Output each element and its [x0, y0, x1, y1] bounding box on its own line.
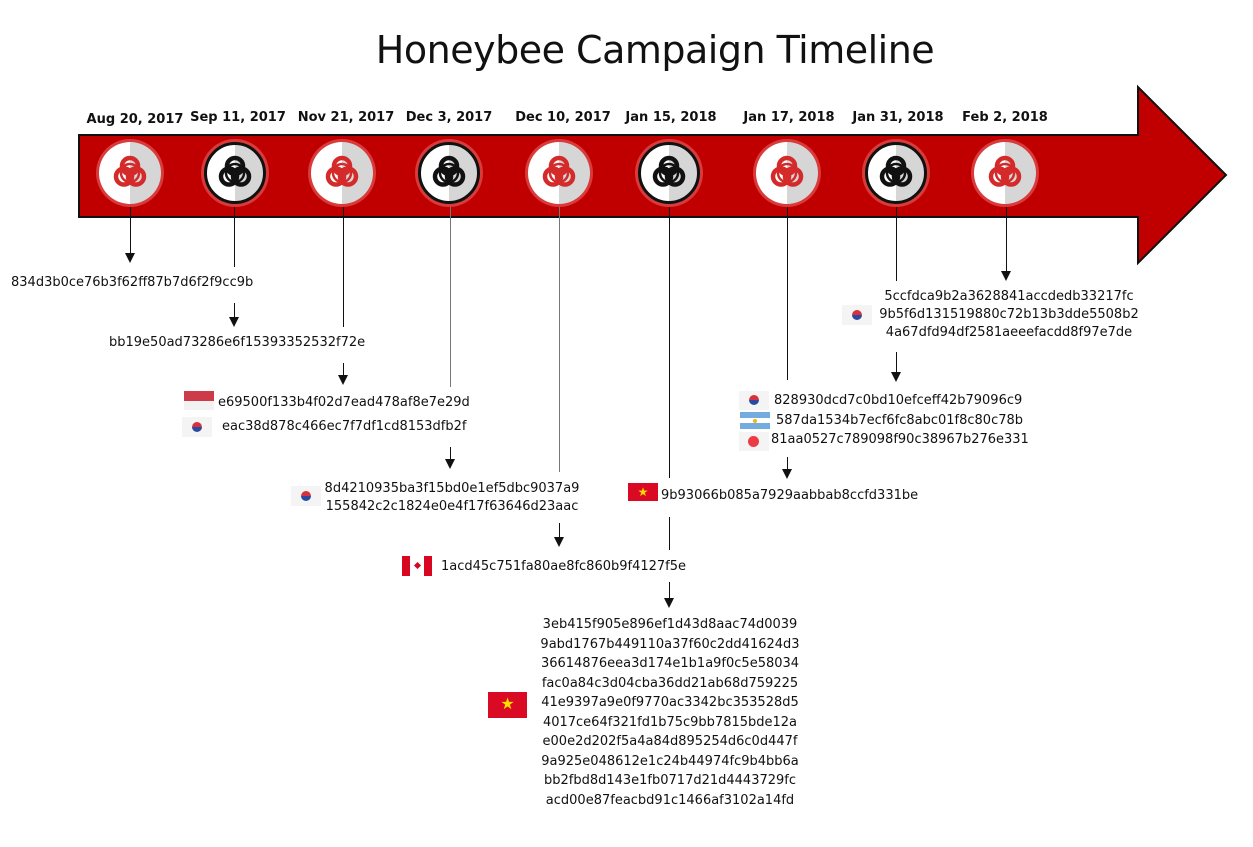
biohazard-red-icon — [971, 139, 1039, 207]
arrowhead-icon — [338, 375, 348, 385]
hash-jan15-block — [534, 615, 806, 810]
hash-dec3-1: 8d4210935ba3f15bd0e1ef5dbc9037a9 — [324, 481, 580, 496]
connector-line — [669, 517, 670, 550]
vietnam-flag-icon: ★ — [628, 483, 658, 501]
hash-jan15-2: 9abd1767b449110a37f60c2dd41624d3 — [540, 636, 800, 652]
connector-line — [669, 582, 670, 598]
hash-jan31-2: 587da1534b7ecf6fc8abc01f8c80c78b — [776, 413, 1024, 428]
biohazard-black-icon — [635, 139, 703, 207]
connector-line — [343, 207, 344, 327]
connector-line — [896, 352, 897, 372]
connector-line — [787, 457, 788, 469]
hash-nov21-1: e69500f133b4f02d7ead478af8e7e29d — [218, 395, 470, 410]
event-date-sep11: Sep 11, 2017 — [190, 110, 286, 125]
biohazard-red-icon — [753, 139, 821, 207]
connector-line — [234, 303, 235, 317]
hash-dec3-2: 155842c2c1824e0e4f17f63646d23aac — [325, 499, 579, 514]
connector-line — [450, 447, 451, 459]
hash-jan15-8: 9a925e048612e1c24b44974fc9b4bb6a — [541, 753, 799, 769]
arrowhead-icon — [445, 459, 455, 469]
event-date-dec3: Dec 3, 2017 — [405, 110, 493, 125]
arrowhead-icon — [229, 317, 239, 327]
canada-flag-icon — [402, 556, 432, 576]
hash-jan15-7: e00e2d202f5a4a84d895254d6c0d447f — [542, 734, 798, 749]
hash-feb2-2: 9b5f6d131519880c72b13b3dde5508b2 — [879, 307, 1139, 322]
hash-jan15-4: fac0a84c3d04cba36dd21ab68d759225 — [541, 675, 799, 691]
hash-dec10: 1acd45c751fa80ae8fc860b9f4127f5e — [441, 559, 687, 574]
hash-jan15-10: acd00e87feacbd91c1466af3102a14fd — [545, 792, 795, 808]
connector-line — [343, 363, 344, 375]
south-korea-flag-icon — [842, 305, 872, 325]
hash-aug20: 834d3b0ce76b3f62ff87b7d6f2f9cc9b — [11, 275, 254, 290]
hash-feb2-1: 5ccfdca9b2a3628841accdedb33217fc — [884, 289, 1134, 304]
hash-jan31-3: 81aa0527c789098f90c38967b276e331 — [771, 432, 1029, 447]
arrowhead-icon — [782, 469, 792, 479]
vietnam-flag-icon: ★ — [488, 692, 527, 718]
connector-line — [669, 207, 670, 478]
connector-line — [559, 523, 560, 537]
hash-jan15-3: 36614876eea3d174e1b1a9f0c5e58034 — [540, 656, 800, 671]
japan-flag-icon — [739, 432, 769, 451]
hash-dec3-block — [323, 480, 581, 516]
biohazard-red-icon — [308, 139, 376, 207]
hash-feb2-block — [877, 288, 1141, 342]
indonesia-flag-icon — [184, 391, 214, 410]
south-korea-flag-icon — [739, 391, 769, 410]
event-date-dec10: Dec 10, 2017 — [515, 110, 611, 125]
south-korea-flag-icon — [182, 417, 212, 437]
biohazard-black-icon — [415, 139, 483, 207]
arrowhead-icon — [1001, 271, 1011, 281]
connector-line — [787, 207, 788, 380]
connector-line — [1006, 207, 1007, 271]
arrowhead-icon — [125, 253, 135, 263]
hash-jan15-9: bb2fbd8d143e1fb0717d21d4443729fc — [543, 773, 797, 788]
hash-jan15-1: 3eb415f905e896ef1d43d8aac74d0039 — [542, 617, 798, 632]
connector-line — [896, 207, 897, 281]
event-date-aug20: Aug 20, 2017 — [86, 112, 184, 127]
hash-jan17-vietnam: 9b93066b085a7929aabbab8ccfd331be — [661, 488, 919, 503]
hash-nov21-2: eac38d878c466ec7f7df1cd8153dfb2f — [222, 419, 467, 434]
arrowhead-icon — [664, 598, 674, 608]
hash-jan31-1: 828930dcd7c0bd10efceff42b79096c9 — [774, 393, 1023, 408]
argentina-flag-icon — [740, 412, 770, 429]
hash-sep11: bb19e50ad73286e6f15393352532f72e — [109, 335, 366, 350]
connector-line — [234, 207, 235, 267]
biohazard-red-icon — [96, 139, 164, 207]
event-date-jan17: Jan 17, 2018 — [743, 110, 835, 125]
connector-line — [130, 207, 131, 253]
event-date-jan15: Jan 15, 2018 — [625, 110, 717, 125]
arrowhead-icon — [891, 372, 901, 382]
event-date-nov21: Nov 21, 2017 — [297, 110, 395, 125]
biohazard-red-icon — [525, 139, 593, 207]
event-date-feb2: Feb 2, 2018 — [962, 110, 1048, 125]
south-korea-flag-icon — [291, 486, 321, 506]
connector-line — [450, 207, 451, 387]
connector-line — [559, 207, 560, 472]
biohazard-black-icon — [201, 139, 269, 207]
biohazard-black-icon — [862, 139, 930, 207]
hash-jan15-6: 4017ce64f321fd1b75c9bb7815bde12a — [542, 714, 798, 730]
page-title: Honeybee Campaign Timeline — [375, 28, 935, 72]
arrowhead-icon — [554, 537, 564, 547]
event-date-jan31: Jan 31, 2018 — [852, 110, 944, 125]
hash-jan15-5: 41e9397a9e0f9770ac3342bc353528d5 — [541, 695, 799, 710]
hash-feb2-3: 4a67dfd94df2581aeeefacdd8f97e7de — [885, 325, 1133, 340]
